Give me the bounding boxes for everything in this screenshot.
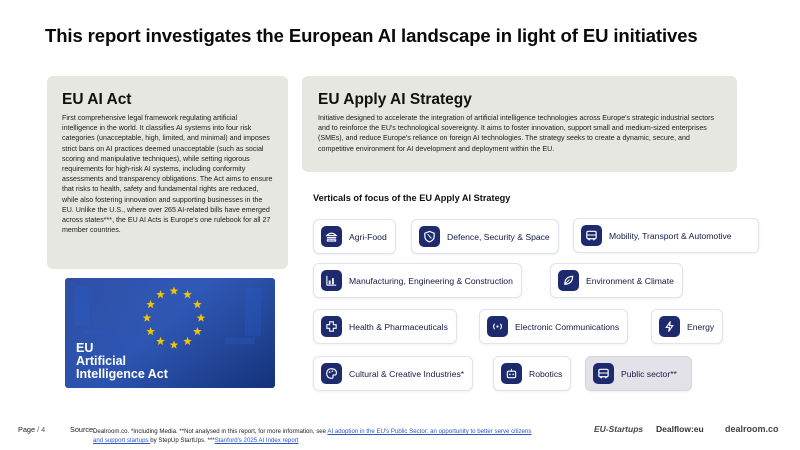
apply-ai-heading: EU Apply AI Strategy — [318, 91, 472, 108]
vertical-label: Public sector** — [621, 368, 677, 379]
vertical-pill — [550, 263, 683, 298]
signal-icon — [487, 316, 508, 337]
vertical-pill — [651, 309, 723, 344]
eu-ai-act-card — [47, 76, 288, 269]
eu-ai-act-image — [65, 278, 275, 388]
vertical-pill — [313, 356, 473, 391]
verticals-title: Verticals of focus of the EU Apply AI Strategy — [313, 193, 511, 203]
vertical-pill — [493, 356, 571, 391]
source-label: Source: — [70, 425, 96, 434]
source-link-public-sector[interactable]: AI adoption in the EU's Public Sector: an opportunity to better serve citizens and support startups — [93, 428, 532, 444]
page-label: Page — [18, 425, 36, 434]
vertical-label: Energy — [687, 321, 715, 332]
eu-ai-act-heading: EU AI Act — [62, 91, 132, 108]
vertical-pill — [313, 219, 396, 254]
food-icon — [321, 226, 342, 247]
cross-icon — [321, 316, 342, 337]
vertical-label: Electronic Communications — [515, 321, 620, 332]
leaf-icon — [558, 270, 579, 291]
source-link-stanford[interactable]: Stanford's 2025 AI Index report — [214, 437, 299, 444]
vertical-pill — [573, 218, 759, 253]
eu-ai-act-body: First comprehensive legal framework regulating artificial intelligence in the world. It classifies AI systems into four risk categories (unacceptable, high, limited, and minimal) and imposes strict bans on AI practices deemed unacceptable (such as social scoring and manipulative techniques), while setting rigorous requirements for high-risk AI systems, including conformity assessments and transparency obligations. The Act aims to ensure that risks to health, safety and fundamental rights are reduced, while also fostering innovation and supporting businesses in the EU. Unlike the U.S., where over 265 AI-related bills have emerged across states***, the EU AI Acts is Europe's one rulebook for all 27 member countries. — [62, 114, 273, 235]
bolt-icon — [659, 316, 680, 337]
vertical-label: Robotics — [529, 368, 563, 379]
vertical-label: Environment & Climate — [586, 275, 674, 286]
image-text-line-2: Artificial — [76, 354, 127, 368]
vertical-pill — [411, 219, 559, 254]
source-text-2: by StepUp StartUps. *** — [150, 437, 215, 444]
apply-ai-card — [302, 76, 737, 172]
vertical-pill-public-sector — [585, 356, 692, 391]
vertical-label: Defence, Security & Space — [447, 231, 550, 242]
vertical-label: Agri-Food — [349, 231, 387, 242]
eu-ai-act-image-text — [76, 342, 168, 381]
shield-icon — [419, 226, 440, 247]
chart-icon — [321, 270, 342, 291]
dealroom-logo: dealroom.co — [725, 424, 779, 434]
apply-ai-body: Initiative designed to accelerate the integration of artificial intelligence technologies across Europe's strategic industrial sectors and to reinforce the EU's technological sovereignty. It aims to foster innovation, support small and medium-sized enterprises (SMEs), and reduce Europe's reliance on foreign AI technologies. The strategy seeks to create a dynamic, secure, and competitive environment for AI development and deployment within the EU. — [318, 114, 715, 153]
dealflow-logo: Dealflow:eu — [656, 424, 704, 434]
palette-icon — [321, 363, 342, 384]
image-text-line-1: EU — [76, 341, 94, 355]
vertical-label: Cultural & Creative Industries* — [349, 368, 465, 379]
page-number: / 4 — [37, 425, 46, 434]
vertical-pill — [479, 309, 628, 344]
page-title: This report investigates the European AI landscape in light of EU initiatives — [45, 25, 698, 46]
vertical-label: Mobility, Transport & Automotive — [609, 230, 732, 241]
bus-icon — [593, 363, 614, 384]
image-text-line-3: Intelligence Act — [76, 367, 168, 381]
eu-startups-logo: EU-Startups — [594, 424, 644, 434]
robot-icon — [501, 363, 522, 384]
source-text — [93, 427, 533, 445]
source-text-1: Dealroom.co. *Including Media. **Not analysed in this report, for more information, see — [93, 428, 328, 435]
vertical-pill — [313, 263, 522, 298]
vertical-label: Health & Pharmaceuticals — [349, 321, 448, 332]
vertical-pill — [313, 309, 457, 344]
page-indicator — [18, 425, 45, 434]
vertical-label: Manufacturing, Engineering & Construction — [349, 275, 513, 286]
bus-icon — [581, 225, 602, 246]
